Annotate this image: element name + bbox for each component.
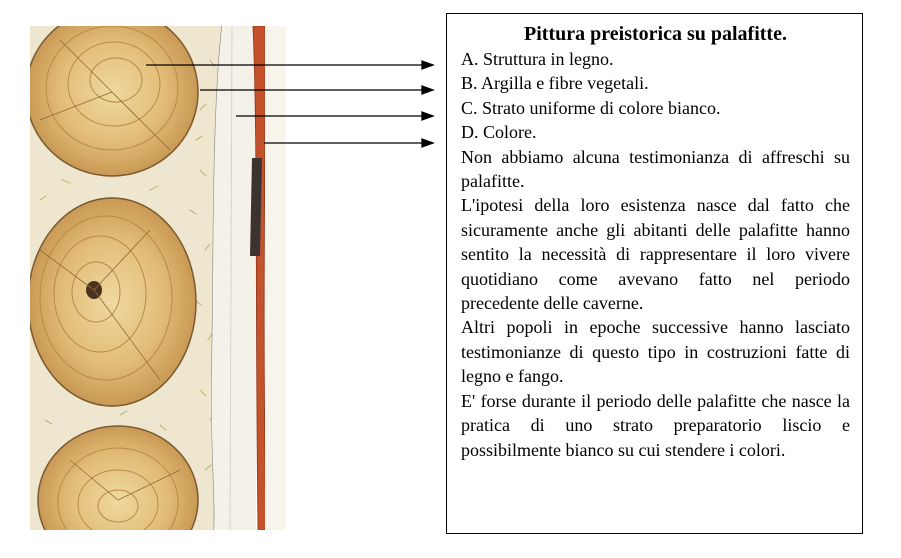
legend-item-c: C. Strato uniforme di colore bianco. [461,97,721,118]
wood-log-middle [28,198,196,406]
legend-item-d: D. Colore. [461,122,537,143]
paragraph-2: L'ipotesi della loro esistenza nasce dal fatto che sicuramente anche gli abitanti delle palafitte hanno sentito la necessità di rappresentare il loro vivere quotidiano come avevano fatto nel periodo precedente delle caverne. [461,195,850,314]
description-box [446,13,863,534]
white-layer [212,26,256,530]
paragraph-3: Altri popoli in epoche successive hanno lasciato testimonianze di questo tipo in costruzioni fatte di legno e fango. [461,317,850,387]
paragraph-4: E' forse durante il periodo delle palafitte che nasce la pratica di uno strato preparatorio liscio e possibilmente bianco su cui stendere i colori. [461,390,850,460]
dark-pigment-band [250,158,262,256]
wood-log-top [26,8,198,176]
page-title: Pittura preistorica su palafitte. [524,23,787,45]
wall-cross-section-illustration [0,0,440,558]
legend-item-a: A. Struttura in legno. [461,49,614,69]
legend-item-b: B. Argilla e fibre vegetali. [461,73,649,94]
paragraph-1: Non abbiamo alcuna testimonianza di affreschi su palafitte. [461,146,850,192]
